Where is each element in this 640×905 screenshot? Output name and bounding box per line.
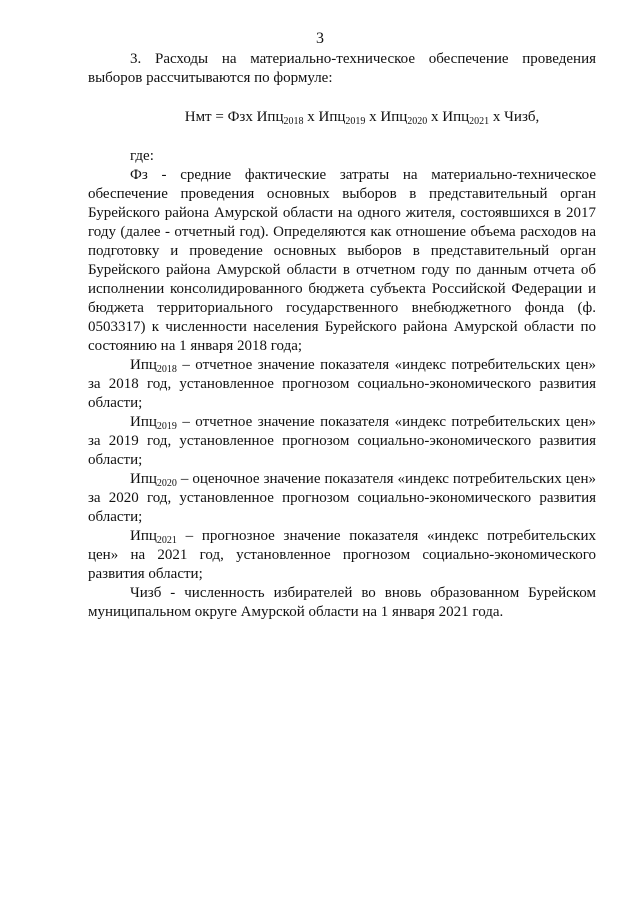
- page-number: 3: [316, 30, 324, 47]
- formula-part: х Ипц: [365, 109, 408, 125]
- formula-part: х Чизб,: [489, 109, 540, 125]
- definition-symbol: Ипц: [130, 528, 157, 544]
- definition-text: – прогнозное значение показателя «индекс потребительских цен» на 2021 год, установленное прогнозом социально-экономического развития области;: [88, 528, 596, 582]
- definition-symbol: Ипц: [130, 471, 157, 487]
- intro-paragraph: 3. Расходы на материально-техническое обеспечение проведения выборов рассчитываются по формуле:: [88, 51, 596, 86]
- formula-part: Нмт = Фзх Ипц: [184, 109, 284, 125]
- formula-subscript: 2018: [283, 116, 304, 127]
- definition-subscript: 2019: [156, 421, 177, 432]
- definition-subscript: 2021: [156, 535, 177, 546]
- formula-subscript: 2020: [407, 116, 428, 127]
- formula: [88, 108, 596, 127]
- formula-part: х Ипц: [303, 109, 346, 125]
- definition-ipc-2021: [88, 527, 596, 584]
- formula-subscript: 2019: [345, 116, 366, 127]
- definition-chizb: Чизб - численность избирателей во вновь образованном Бурейском муниципальном округе Амурской области на 1 января 2021 года.: [88, 585, 596, 620]
- where-label: где:: [130, 148, 154, 164]
- definition-text: – отчетное значение показателя «индекс потребительских цен» за 2018 год, установленное прогнозом социально-экономического развития области;: [88, 357, 596, 411]
- definition-symbol: Ипц: [130, 414, 157, 430]
- definition-subscript: 2020: [156, 478, 177, 489]
- definition-text: – оценочное значение показателя «индекс потребительских цен» за 2020 год, установленное прогнозом социально-экономического развития области;: [88, 471, 596, 525]
- definition-ipc-2020: [88, 470, 596, 527]
- definition-subscript: 2018: [156, 364, 177, 375]
- definition-fz: Фз - средние фактические затраты на материально-техническое обеспечение проведения основных выборов в представительный орган Бурейского района Амурской области на одного жителя, состоявшихся в 2017 году (далее - отчетный год). Определяются как отношение объема расходов на подготовку и проведение основных выборов в представительный орган Бурейского района Амурской области в отчетном году по данным отчета об исполнении консолидированного бюджета субъекта Российской Федерации и бюджета территориального государственного внебюджетного фонда (ф. 0503317) к численности населения Бурейского района Амурской области по состоянию на 1 января 2018 года;: [88, 167, 596, 354]
- definition-symbol: Ипц: [130, 357, 157, 373]
- definition-text: – отчетное значение показателя «индекс потребительских цен» за 2019 год, установленное прогнозом социально-экономического развития области;: [88, 414, 596, 468]
- definition-ipc-2018: [88, 356, 596, 413]
- formula-part: х Ипц: [427, 109, 470, 125]
- document-body: [88, 50, 596, 622]
- formula-subscript: 2021: [469, 116, 490, 127]
- definition-ipc-2019: [88, 413, 596, 470]
